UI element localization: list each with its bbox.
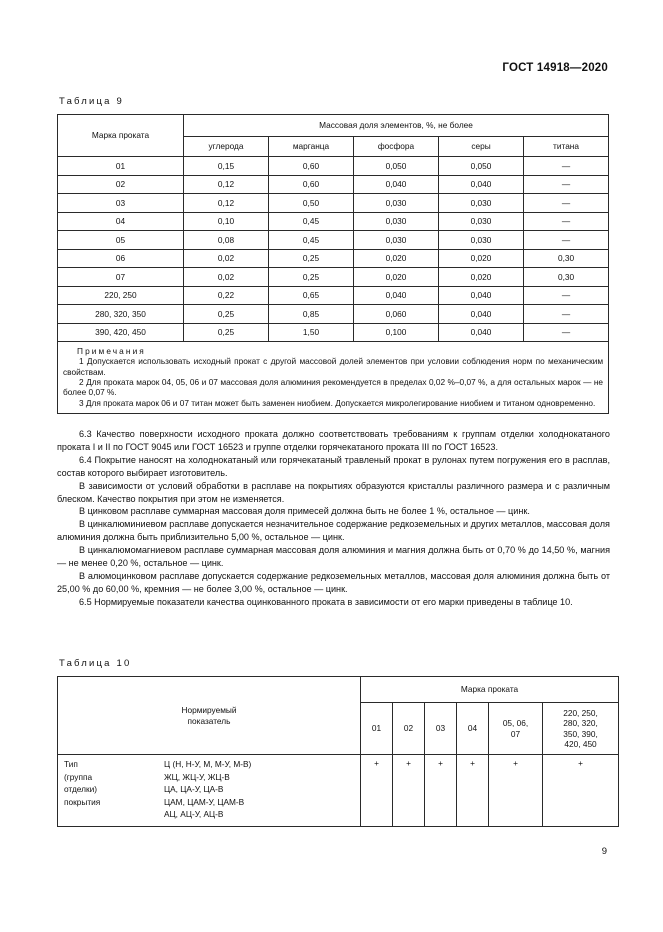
cell-titanium: — — [524, 323, 609, 342]
table-9-header-row-1 — [58, 115, 609, 137]
cell-phosphorus: 0,030 — [354, 194, 439, 213]
cell-sulfur: 0,050 — [439, 157, 524, 176]
cell-manganese: 0,50 — [269, 194, 354, 213]
table-9-note: 3 Для проката марок 06 и 07 титан может быть заменен ниобием. Допускается микролегирование ниобием и титаном одновременно. — [79, 397, 596, 408]
table-9-subheader-carbon: углерода — [184, 137, 269, 157]
cell-manganese: 0,60 — [269, 175, 354, 194]
table-row — [58, 268, 609, 287]
paragraph-6-3: 6.3 Качество поверхности исходного проката должно соответствовать требованиям к группам отделки холоднокатаного проката I и II по ГОСТ 9045 или ГОСТ 16523 и группе отделки горячекатаного проката III по ГОСТ 16523. — [57, 429, 610, 452]
cell-manganese: 0,85 — [269, 305, 354, 324]
cell-sulfur: 0,030 — [439, 194, 524, 213]
table-10-grade-01: 01 — [361, 703, 393, 755]
document-header-standard-number: ГОСТ 14918—2020 — [502, 62, 608, 74]
table-9-head — [58, 115, 609, 157]
cell-grade: 03 — [58, 194, 184, 213]
cell-grade: 05 — [58, 231, 184, 250]
table-9-subheader-titanium: титана — [524, 137, 609, 157]
paragraph-zinc-melt: В цинковом расплаве суммарная массовая доля примесей должна быть не более 1 %, остальное — цинк. — [79, 506, 530, 517]
grade-line: 05, 06, — [502, 718, 529, 729]
table-10-col-indicator-line1: Нормируемый — [181, 705, 237, 716]
page-number: 9 — [601, 846, 607, 857]
table-10-caption: Таблица 10 — [59, 658, 132, 669]
cell-phosphorus: 0,020 — [354, 268, 439, 287]
cell-titanium: 0,30 — [524, 249, 609, 268]
cell-carbon: 0,02 — [184, 268, 269, 287]
paragraph-6-5: 6.5 Нормируемые показатели качества оцинкованного проката в зависимости от его марки приведены в таблице 10. — [79, 596, 573, 607]
table-9-block — [57, 96, 610, 414]
table-10 — [57, 676, 619, 827]
table-9-caption: Таблица 9 — [59, 96, 124, 107]
cell-carbon: 0,08 — [184, 231, 269, 250]
cell-phosphorus: 0,030 — [354, 231, 439, 250]
table-row — [58, 175, 609, 194]
cell-grade: 390, 420, 450 — [58, 323, 184, 342]
table-10-grade-02: 02 — [393, 703, 425, 755]
paragraph-zinc-alu-mg: В цинкалюмомагниевом расплаве суммарная массовая доля алюминия и магния должна быть от 0,70 % до 14,50 %, магния — не менее 0,20 %, остальное — цинк. — [57, 545, 610, 569]
table-9-notes-row — [58, 342, 609, 414]
coating-code-line: ЦАМ, ЦАМ-У, ЦАМ-В — [164, 796, 245, 807]
grade-line: 350, 390, — [563, 728, 598, 739]
cell-titanium: — — [524, 212, 609, 231]
coating-code-line: Ц (Н, Н-У, М, М-У, М-В) — [164, 759, 252, 769]
grade-line: 420, 450 — [564, 738, 597, 749]
cell-titanium: — — [524, 157, 609, 176]
grade-line: 220, 250, — [563, 707, 598, 718]
cell-grade: 04 — [58, 212, 184, 231]
table-row — [58, 755, 619, 827]
cell-manganese: 1,50 — [269, 323, 354, 342]
coating-type-label-left — [64, 758, 142, 821]
table-10-block — [57, 658, 610, 827]
cell-carbon: 0,22 — [184, 286, 269, 305]
cell-mark-03: + — [425, 755, 457, 827]
cell-sulfur: 0,020 — [439, 249, 524, 268]
cell-grade: 06 — [58, 249, 184, 268]
paragraph-zinc-alu-melt: В цинкалюминиевом расплаве допускается незначительное содержание редкоземельных и других металлов, массовая доля алюминия должна быть приблизительно 5,00 %, остальное — цинк. — [57, 519, 610, 543]
table-9-subheader-manganese: марганца — [269, 137, 354, 157]
cell-grade: 07 — [58, 268, 184, 287]
coating-code-line: ЦА, ЦА-У, ЦА-В — [164, 784, 224, 795]
coating-code-line: ЖЦ, ЖЦ-У, ЖЦ-В — [164, 771, 230, 782]
cell-sulfur: 0,020 — [439, 268, 524, 287]
table-row — [58, 323, 609, 342]
cell-mark-04: + — [457, 755, 489, 827]
table-10-grade-03: 03 — [425, 703, 457, 755]
table-10-grade-04: 04 — [457, 703, 489, 755]
cell-titanium: 0,30 — [524, 268, 609, 287]
cell-mark-02: + — [393, 755, 425, 827]
table-9-col-grade: Марка проката — [58, 115, 184, 157]
cell-sulfur: 0,030 — [439, 212, 524, 231]
cell-phosphorus: 0,060 — [354, 305, 439, 324]
table-10-col-indicator — [58, 677, 361, 755]
cell-manganese: 0,45 — [269, 212, 354, 231]
grade-line: 280, 320, — [563, 718, 598, 729]
table-9-notes — [58, 342, 609, 414]
cell-sulfur: 0,040 — [439, 305, 524, 324]
cell-mark-01: + — [361, 755, 393, 827]
coating-code-line: АЦ, АЦ-У, АЦ-В — [164, 809, 224, 820]
label-line: покрытия — [64, 796, 101, 807]
cell-titanium: — — [524, 231, 609, 250]
table-10-col-span-grades: Марка проката — [361, 677, 619, 703]
cell-carbon: 0,10 — [184, 212, 269, 231]
cell-titanium: — — [524, 305, 609, 324]
cell-sulfur: 0,030 — [439, 231, 524, 250]
table-row — [58, 212, 609, 231]
coating-type-label-right — [164, 758, 356, 821]
cell-titanium: — — [524, 175, 609, 194]
table-10-body — [58, 755, 619, 827]
cell-manganese: 0,25 — [269, 268, 354, 287]
table-9-note: 1 Допускается использовать исходный прокат с другой массовой долей элементов при условии соблюдения норм по механическим свойствам. — [63, 356, 604, 377]
table-9-subheader-phosphorus: фосфора — [354, 137, 439, 157]
cell-manganese: 0,65 — [269, 286, 354, 305]
table-10-grade-220-450 — [543, 703, 619, 755]
cell-carbon: 0,15 — [184, 157, 269, 176]
table-10-head — [58, 677, 619, 755]
cell-sulfur: 0,040 — [439, 323, 524, 342]
table-10-grade-05-06-07 — [489, 703, 543, 755]
table-10-header-row-1 — [58, 677, 619, 703]
cell-titanium: — — [524, 286, 609, 305]
label-line: (группа — [64, 771, 93, 782]
body-copy — [57, 428, 610, 609]
cell-grade: 01 — [58, 157, 184, 176]
table-row — [58, 286, 609, 305]
paragraph-6-4: 6.4 Покрытие наносят на холоднокатаный или горячекатаный травленый прокат в рулонах путем погружения его в расплав, состав которого выбирает изготовитель. — [57, 454, 610, 478]
cell-phosphorus: 0,040 — [354, 286, 439, 305]
table-9 — [57, 114, 609, 414]
cell-manganese: 0,25 — [269, 249, 354, 268]
cell-grade: 280, 320, 350 — [58, 305, 184, 324]
cell-carbon: 0,25 — [184, 323, 269, 342]
table-9-body — [58, 157, 609, 414]
cell-sulfur: 0,040 — [439, 286, 524, 305]
cell-carbon: 0,12 — [184, 194, 269, 213]
table-9-subheader-sulfur: серы — [439, 137, 524, 157]
cell-carbon: 0,12 — [184, 175, 269, 194]
cell-phosphorus: 0,100 — [354, 323, 439, 342]
cell-mark-220-450: + — [543, 755, 619, 827]
table-9-col-span-elements: Массовая доля элементов, %, не более — [184, 115, 609, 137]
cell-sulfur: 0,040 — [439, 175, 524, 194]
grade-line: 07 — [510, 728, 521, 739]
cell-mark-05-06-07: + — [489, 755, 543, 827]
cell-carbon: 0,02 — [184, 249, 269, 268]
cell-phosphorus: 0,020 — [354, 249, 439, 268]
table-9-note: 2 Для проката марок 04, 05, 06 и 07 массовая доля алюминия рекомендуется в пределах 0,02 %–0,07 %, а для остальных марок — не более 0,07 %. — [63, 377, 604, 398]
table-row — [58, 157, 609, 176]
table-row — [58, 305, 609, 324]
paragraph-crystals: В зависимости от условий обработки в расплаве на покрытиях образуются кристаллы различного размера и с различным блеском. Качество покрытия при этом не изменяется. — [57, 480, 610, 504]
table-10-row-label-coating-type — [58, 755, 361, 827]
cell-manganese: 0,45 — [269, 231, 354, 250]
table-row — [58, 249, 609, 268]
paragraph-alu-zinc-melt: В алюмоцинковом расплаве допускается содержание редкоземельных металлов, массовая доля алюминия должна быть от 25,00 % до 60,00 %, кремния — не более 3,00 %, остальное — цинк. — [57, 570, 610, 594]
table-row — [58, 231, 609, 250]
cell-grade: 220, 250 — [58, 286, 184, 305]
cell-manganese: 0,60 — [269, 157, 354, 176]
cell-grade: 02 — [58, 175, 184, 194]
cell-phosphorus: 0,050 — [354, 157, 439, 176]
cell-carbon: 0,25 — [184, 305, 269, 324]
table-9-notes-title: Примечания — [77, 346, 146, 356]
label-line: Тип — [64, 759, 78, 769]
table-row — [58, 194, 609, 213]
table-10-col-indicator-line2: показатель — [187, 715, 231, 726]
cell-phosphorus: 0,040 — [354, 175, 439, 194]
cell-phosphorus: 0,030 — [354, 212, 439, 231]
label-line: отделки) — [64, 784, 98, 795]
cell-titanium: — — [524, 194, 609, 213]
